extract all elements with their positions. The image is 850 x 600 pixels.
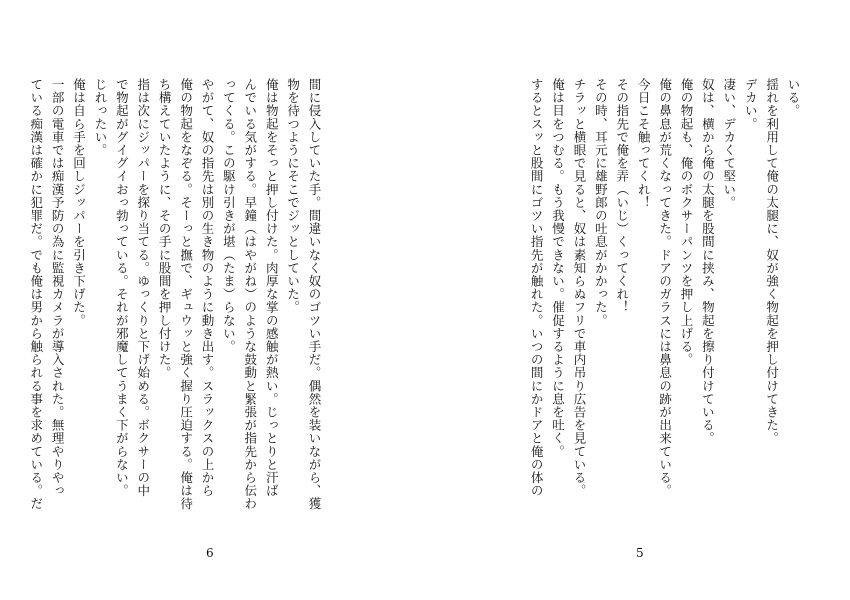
- text-line: 俺は目をつむる。もう我慢できない。催促するように息を吐く。: [550, 78, 566, 458]
- text-line: その指先で俺を弄（いじ）くってくれ！: [614, 78, 630, 314]
- text-line: 俺は自ら手を回しジッパーを引き下げた。: [71, 78, 87, 327]
- text-line: 今日こそ触ってくれ！: [636, 78, 652, 209]
- text-line: ている痴漢は確かに犯罪だ。でも俺は男から触られる事を求めている。だ: [28, 78, 44, 511]
- text-line: 凄い、デカくて堅い。: [721, 78, 737, 209]
- text-line: その時、耳元に雄野郎の吐息がかかった。: [593, 78, 609, 327]
- page-5-body-text: [526, 78, 804, 528]
- page-number: 5: [636, 546, 644, 560]
- text-line: 奴は、横から俺の太腿を股間に挟み、物起を擦り付けている。: [700, 78, 716, 445]
- text-line: 揺れを利用して俺の太腿に、奴が強く物起を押し付けてきた。: [764, 78, 780, 445]
- text-line: で物起がグイグイおっ勃っている。それが邪魔してうまく下がらない。: [114, 78, 130, 498]
- right-page: [425, 0, 850, 600]
- text-line: んでいる気がする。早鐘（はやがね）のような鼓動と緊張が指先から伝わ: [242, 78, 258, 511]
- text-line: 俺は物起をそっと押し付けた。肉厚な掌の感触が熱い。じっとりと汗ば: [264, 78, 280, 498]
- text-line: デカい。: [743, 78, 759, 131]
- text-line: するとスッと股間にゴツい指先が触れた。いつの間にかドアと俺の体の: [529, 78, 545, 498]
- text-line: いる。: [786, 78, 801, 118]
- text-line: 物を待つようにそこでジッとしていた。: [285, 78, 301, 314]
- text-line: チラッと横眼で見ると、奴は素知らぬフリで車内吊り広告を見ている。: [571, 78, 587, 498]
- page-6-body-text: [25, 78, 325, 528]
- text-line: 指は次にジッパーを探り当てる。ゆっくりと下げ始める。ボクサーの中: [135, 78, 151, 498]
- text-line: 俺の物起をなぞる。そーっと撫で、ギュウッと強く握り圧迫する。俺は待: [178, 78, 194, 511]
- text-line: ち構えていたように、その手に股間を押し付けた。: [157, 78, 173, 380]
- text-line: やがて、奴の指先は別の生き物のように動き出す。スラックスの上から: [199, 78, 215, 498]
- text-line: 間に侵入していた手。間違いなく奴のゴツい手だ。偶然を装いながら、獲: [307, 78, 322, 511]
- text-line: 一部の電車では痴漢予防の為に監視カメラが導入された。無理やりやっ: [50, 78, 66, 498]
- text-line: 俺の物起も、俺のボクサーパンツを押し上げる。: [678, 78, 694, 367]
- text-line: 俺の鼻息が荒くなってきた。ドアのガラスには鼻息の跡が出来ている。: [657, 78, 673, 498]
- page-number: 6: [206, 546, 214, 560]
- text-line: じれったい。: [92, 78, 108, 157]
- text-line: ってくる。この駆け引きが堪（たま）らない。: [221, 78, 237, 354]
